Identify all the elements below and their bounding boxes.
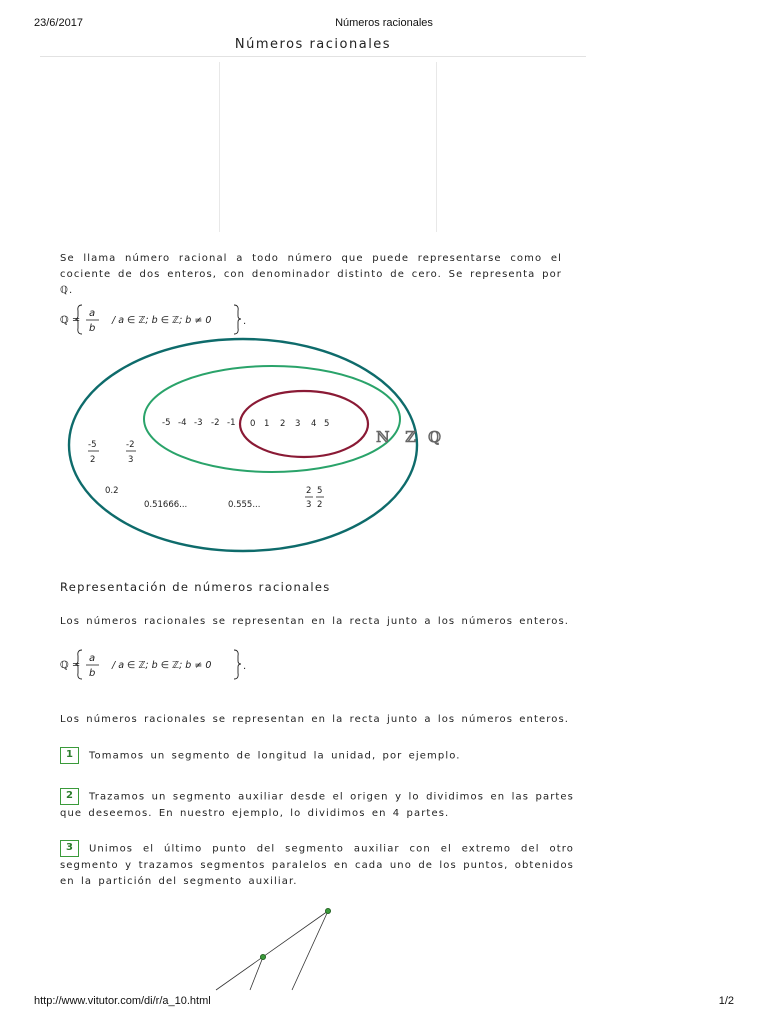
formula-denominator: b — [89, 323, 96, 334]
print-footer — [34, 995, 734, 1009]
fraction-minus-5-2 — [88, 440, 99, 465]
svg-text:5: 5 — [317, 486, 323, 496]
svg-text:a: a — [89, 653, 96, 664]
natural-3: 3 — [295, 419, 301, 429]
natural-0: 0 — [250, 419, 256, 429]
step-2 — [60, 788, 574, 822]
parallel-segment — [250, 957, 263, 990]
intro-paragraph: Se llama número racional a todo número que puede representarse como el cociente de dos enteros, con denominador distinto de cero. Se representa por ℚ. — [60, 253, 562, 296]
fraction-5-2 — [316, 486, 324, 510]
step-3 — [60, 840, 574, 890]
ad-placeholder — [219, 62, 437, 232]
fraction-minus-2-3 — [126, 440, 136, 465]
svg-text:-5: -5 — [88, 440, 97, 450]
partition-dot-icon — [260, 954, 265, 959]
step-1 — [60, 747, 574, 765]
svg-text:2: 2 — [90, 455, 96, 465]
svg-text:.: . — [243, 661, 247, 672]
representation-paragraph-repeat: Los números racionales se representan en la recta junto a los números enteros. — [60, 714, 570, 725]
formula-condition: / a ∈ ℤ; b ∈ ℤ; b ≠ 0 — [112, 315, 212, 326]
step-text: Trazamos un segmento auxiliar desde el origen y lo dividimos en las partes que deseemos. En nuestro ejemplo, lo dividimos en 4 partes. — [60, 791, 574, 819]
fraction-2-3 — [305, 486, 313, 510]
svg-text:2: 2 — [317, 500, 323, 510]
print-header — [34, 17, 734, 31]
page-number: 1/2 — [718, 995, 734, 1007]
natural-5: 5 — [324, 419, 330, 429]
segment-construction-figure — [200, 900, 350, 992]
svg-text:3: 3 — [128, 455, 134, 465]
formula-end: . — [243, 316, 247, 327]
print-title: Números racionales — [335, 17, 433, 29]
page-title: Números racionales — [234, 37, 392, 52]
decimal-0-51666: 0.51666... — [144, 500, 188, 510]
set-label-naturals: ℕ — [376, 428, 390, 446]
svg-text:ℚ =: ℚ = — [60, 660, 81, 671]
step-number-badge: 1 — [60, 747, 79, 764]
svg-text:2: 2 — [306, 486, 312, 496]
representation-paragraph: Los números racionales se representan en la recta junto a los números enteros. — [60, 616, 570, 627]
negative-2: -2 — [211, 418, 220, 428]
set-label-rationals: ℚ — [428, 428, 442, 446]
step-text: Tomamos un segmento de longitud la unidad, por ejemplo. — [89, 750, 461, 762]
svg-text:b: b — [89, 668, 96, 679]
section-heading: Representación de números racionales — [60, 580, 331, 594]
number-sets-diagram — [58, 334, 458, 556]
rational-set-formula — [60, 302, 260, 336]
print-date: 23/6/2017 — [34, 17, 83, 29]
natural-1: 1 — [264, 419, 270, 429]
title-divider — [40, 56, 586, 57]
negative-5: -5 — [162, 418, 171, 428]
svg-text:/ a ∈ ℤ; b ∈ ℤ; b ≠ 0: / a ∈ ℤ; b ∈ ℤ; b ≠ 0 — [112, 660, 212, 671]
decimal-0-555: 0.555... — [228, 500, 261, 510]
right-brace-icon — [234, 650, 241, 679]
natural-2: 2 — [280, 419, 286, 429]
right-brace-icon — [234, 305, 241, 334]
negative-3: -3 — [194, 418, 203, 428]
endpoint-dot-icon — [325, 908, 330, 913]
naturals-ellipse — [240, 391, 368, 457]
formula-numerator: a — [89, 308, 96, 319]
step-number-badge: 2 — [60, 788, 79, 805]
decimal-0-2: 0.2 — [105, 486, 119, 496]
negative-4: -4 — [178, 418, 187, 428]
step-text: Unimos el último punto del segmento auxiliar con el extremo del otro segmento y trazamos segmentos paralelos en cada uno de los puntos, obtenidos en la partición del segmento auxiliar. — [60, 843, 574, 887]
joining-segment — [292, 911, 328, 990]
formula-lhs: ℚ = — [60, 315, 81, 326]
negative-1: -1 — [227, 418, 236, 428]
svg-text:3: 3 — [306, 500, 312, 510]
rational-set-formula-2 — [60, 647, 260, 681]
natural-4: 4 — [311, 419, 317, 429]
step-number-badge: 3 — [60, 840, 79, 857]
print-url: http://www.vitutor.com/di/r/a_10.html — [34, 995, 211, 1007]
set-label-integers: ℤ — [405, 428, 416, 446]
auxiliary-segment — [216, 911, 328, 990]
rationals-ellipse — [69, 339, 417, 551]
svg-text:-2: -2 — [126, 440, 135, 450]
